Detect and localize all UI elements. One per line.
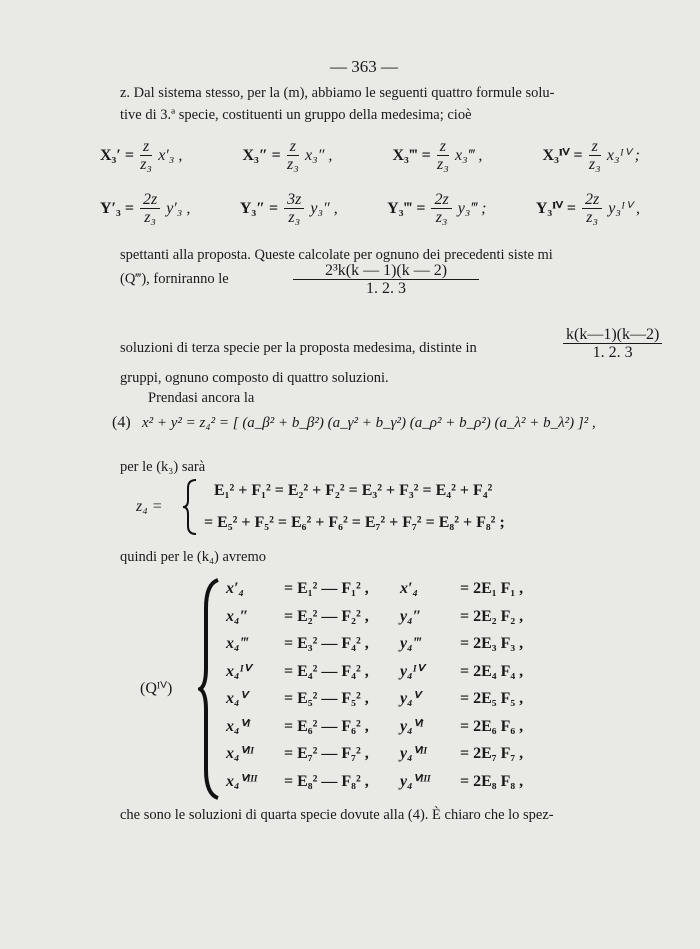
fraction <box>284 191 304 226</box>
fraction-solutions-count <box>290 262 482 297</box>
x-formulas <box>100 138 640 173</box>
formula <box>387 191 486 226</box>
z4-row: = E₅² + F₅² = E₆² + F₆² = E₇² + F₇² = E₈² + F₈² ; <box>204 514 505 531</box>
q4-lhs-y: y₄″ <box>400 607 422 625</box>
q4-lhs-y: y₄ᴵⱽ <box>400 662 424 680</box>
q4-rhs-x: = E₅² — F₅² , <box>284 690 369 707</box>
formula-rhs: x₃ᴵⱽ ; <box>606 146 640 164</box>
formula <box>242 138 332 173</box>
q4-rhs-x: = E₈² — F₈² , <box>284 772 369 790</box>
formula-rhs: x′₃ , <box>158 146 183 164</box>
q4-lhs-x: x₄‴ <box>226 635 249 652</box>
paragraph-line: spettanti alla proposta. Queste calcolate per ognuno dei precedenti siste mi <box>120 247 553 263</box>
formula-rhs: y₃ᴵⱽ , <box>608 199 640 217</box>
fraction-denominator: z₃ <box>287 156 299 173</box>
formula <box>240 191 338 226</box>
q4-rhs-x: = E₄² — F₄² , <box>284 662 369 680</box>
fraction-groups-count <box>560 326 665 361</box>
formula <box>100 138 182 173</box>
formula-lhs: Y₃ᴵⱽ = <box>535 199 577 217</box>
q4-lhs-y: y₄ⱽᴵ <box>400 717 424 735</box>
paragraph-line: Prendasi ancora la <box>148 390 255 406</box>
fraction-denominator: z₃ <box>586 209 599 226</box>
q4-lhs-y: y₄ⱽᴵᴵᴵ <box>400 772 431 790</box>
fraction-denominator: z₃ <box>435 209 448 226</box>
formula-lhs: Y′₃ = <box>100 199 134 217</box>
formula <box>100 191 190 226</box>
formula-rhs: x₃″ , <box>305 146 333 164</box>
fraction-numerator: 2³k(k — 1)(k — 2) <box>293 262 479 280</box>
fraction-denominator: z₃ <box>144 209 156 226</box>
fraction-numerator: 2z <box>140 191 160 209</box>
formula-lhs: X₃′ = <box>100 146 134 164</box>
paragraph-line: gruppi, ognuno composto di quattro soluzioni. <box>120 370 389 386</box>
q4-lhs-x: x₄″ <box>226 607 249 625</box>
fraction-numerator: k(k—1)(k—2) <box>563 326 662 344</box>
formula-lhs: X₃″ = <box>242 146 281 164</box>
page-number: — 363 — <box>330 57 398 76</box>
formula <box>543 138 640 173</box>
fraction-numerator: 2z <box>582 191 602 209</box>
z4-lhs: z₄ = <box>136 498 163 515</box>
fraction-numerator: z <box>589 138 601 156</box>
q4-rhs-x: = E₆² — F₆² , <box>284 717 369 735</box>
paragraph-line: tive di 3.ª specie, costituenti un gruppo della medesima; cioè <box>120 107 472 123</box>
q4-rhs-y: = 2E₃ F₃ , <box>460 635 524 652</box>
formula <box>536 191 640 226</box>
q4-rhs-y: = 2E₈ F₈ , <box>460 772 524 790</box>
system-q4-label: (Qᴵⱽ) <box>140 680 173 697</box>
q4-rhs-y: = 2E₇ F₇ , <box>460 745 524 762</box>
paragraph-line: che sono le soluzioni di quarta specie dovute alla (4). È chiaro che lo spez- <box>120 807 554 823</box>
equation-4-label: (4) <box>112 414 131 431</box>
fraction-denominator: z₃ <box>140 156 152 173</box>
formula-lhs: X₃ᴵⱽ = <box>542 146 583 164</box>
q4-rhs-y: = 2E₄ F₄ , <box>460 662 524 680</box>
formula <box>392 138 482 173</box>
y-formulas <box>100 191 640 226</box>
q4-lhs-y: y₄‴ <box>400 635 422 652</box>
formula-rhs: y₃‴ ; <box>457 199 487 217</box>
q4-rhs-x: = E₁² — F₁² , <box>284 580 369 597</box>
fraction <box>140 191 160 226</box>
left-brace-icon <box>198 578 220 800</box>
fraction <box>287 138 299 173</box>
fraction <box>431 191 451 226</box>
fraction <box>582 191 602 226</box>
equation-4: x² + y² = z₄² = [ (a_β² + b_β²) (a_γ² + b_γ²) (a_ρ² + b_ρ²) (a_λ² + b_λ²) ]² , <box>142 415 596 431</box>
fraction-denominator: z₃ <box>288 209 301 226</box>
fraction <box>589 138 601 173</box>
fraction-numerator: 2z <box>431 191 451 209</box>
q4-rhs-x: = E₂² — F₂² , <box>284 607 369 625</box>
q4-rhs-x: = E₃² — F₄² , <box>284 635 369 652</box>
q4-rhs-x: = E₇² — F₇² , <box>284 745 369 762</box>
q4-lhs-y: x′₄ <box>400 580 419 597</box>
fraction-denominator: 1. 2. 3 <box>592 344 633 361</box>
fraction <box>437 138 449 173</box>
left-brace-icon <box>182 478 198 536</box>
q4-lhs-x: x₄ᴵⱽ <box>226 662 250 680</box>
q4-rhs-y: = 2E₁ F₁ , <box>460 580 524 597</box>
q4-lhs-x: x′₄ <box>226 580 245 597</box>
formula-lhs: Y₃″ = <box>239 199 279 217</box>
z4-row: E₁² + F₁² = E₂² + F₂² = E₃² + F₃² = E₄² + F₄² <box>214 482 493 499</box>
fraction-numerator: z <box>140 138 152 156</box>
q4-lhs-y: y₄ⱽ <box>400 690 420 707</box>
q4-lhs-x: x₄ⱽᴵᴵᴵ <box>226 772 258 790</box>
formula-rhs: x₃‴ , <box>455 146 483 164</box>
paragraph-line: soluzioni di terza specie per la proposta medesima, distinte in <box>120 340 477 356</box>
fraction <box>140 138 152 173</box>
q4-rhs-y: = 2E₅ F₅ , <box>460 690 524 707</box>
q4-rhs-y: = 2E₆ F₆ , <box>460 717 524 735</box>
paragraph-line: quindi per le (k₄) avremo <box>120 549 266 565</box>
formula-rhs: y₃″ , <box>310 199 338 217</box>
formula-lhs: X₃‴ = <box>392 146 431 164</box>
formula-rhs: y′₃ , <box>166 199 191 217</box>
fraction-denominator: 1. 2. 3 <box>366 280 406 297</box>
formula-lhs: Y₃‴ = <box>387 199 426 217</box>
fraction-numerator: 3z <box>284 191 304 209</box>
fraction-denominator: z₃ <box>588 156 601 173</box>
fraction-numerator: z <box>437 138 449 156</box>
paragraph-line: (Q‴), forniranno le <box>120 271 229 287</box>
fraction-denominator: z₃ <box>437 156 449 173</box>
q4-lhs-y: y₄ⱽᴵᴵ <box>400 745 427 762</box>
paragraph-line: per le (k₃) sarà <box>120 459 206 475</box>
q4-lhs-x: x₄ⱽᴵ <box>226 717 250 735</box>
paragraph-line: z. Dal sistema stesso, per la (m), abbiamo le seguenti quattro formule solu- <box>120 85 555 101</box>
q4-lhs-x: x₄ⱽ <box>226 690 247 707</box>
q4-rhs-y: = 2E₂ F₂ , <box>460 607 524 625</box>
fraction-numerator: z <box>287 138 299 156</box>
q4-lhs-x: x₄ⱽᴵᴵ <box>226 745 254 762</box>
